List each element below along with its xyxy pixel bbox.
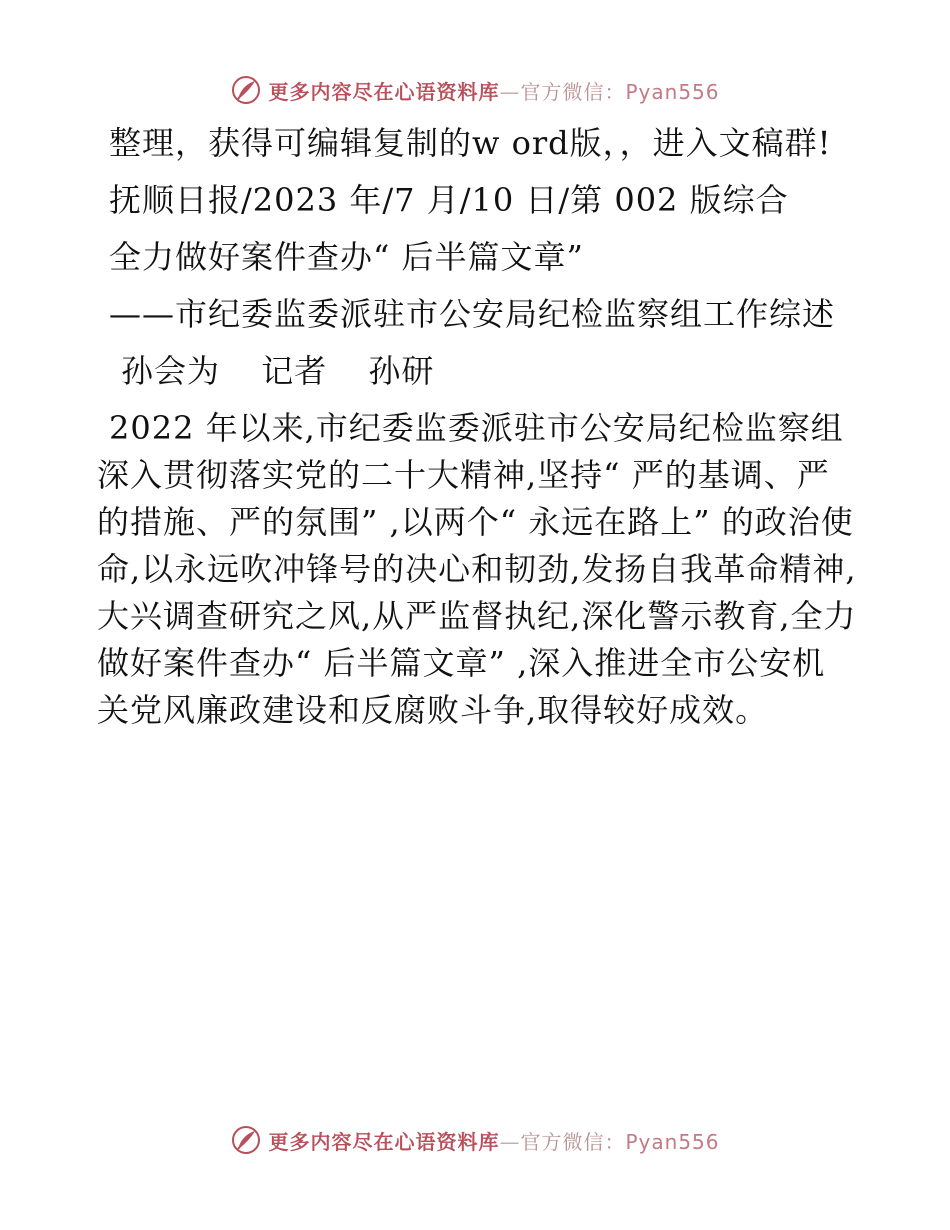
subheadline: ——市纪委监委派驻市公安局纪检监察组工作综述 bbox=[109, 295, 836, 333]
body-paragraph: 2022 年以来,市纪委监委派驻市公安局纪检监察组深入贯彻落实党的二十大精神,坚持“ 严的基调、严的措施、严的氛围” ,以两个“ 永远在路上” 的政治使命,以永远吹冲锋号的决心和韧劲,发扬自我革命精神,大兴调查研究之风,从严监督执纪,深化警示教育,全力做好案件查办“ 后半篇文章” ,深入推进全市公安机关党风廉政建设和反腐败斗争,取得较好成效。 bbox=[97, 409, 857, 729]
document-body bbox=[97, 120, 857, 744]
quill-logo-icon bbox=[230, 1124, 262, 1156]
watermark-dash: — bbox=[499, 1129, 521, 1154]
watermark-wechat-label: 官方微信： bbox=[520, 79, 626, 104]
watermark-brand: 更多内容尽在心语资料库 bbox=[268, 1129, 500, 1154]
byline-reporter-label: 记者 bbox=[261, 352, 328, 390]
watermark-text bbox=[268, 76, 719, 105]
quill-logo-icon bbox=[230, 74, 262, 106]
headline: 全力做好案件查办“ 后半篇文章” bbox=[109, 238, 584, 276]
footer-watermark-banner bbox=[0, 1120, 950, 1160]
byline bbox=[97, 348, 857, 395]
header-watermark-banner bbox=[0, 70, 950, 110]
watermark-dash: — bbox=[499, 79, 521, 104]
byline-author: 孙会为 bbox=[121, 352, 221, 390]
source-line: 抚顺日报/2023 年/7 月/10 日/第 002 版综合 bbox=[109, 181, 789, 219]
watermark-wechat-id: Pyan556 bbox=[625, 79, 720, 104]
watermark-wechat-id: Pyan556 bbox=[625, 1129, 720, 1154]
watermark-wechat-label: 官方微信： bbox=[520, 1129, 626, 1154]
intro-paragraph: 整理，获得可编辑复制的w ord版，，进入文稿群! bbox=[109, 124, 832, 162]
watermark-text bbox=[268, 1126, 719, 1155]
byline-reporter: 孙研 bbox=[368, 352, 435, 390]
watermark-brand: 更多内容尽在心语资料库 bbox=[268, 79, 500, 104]
